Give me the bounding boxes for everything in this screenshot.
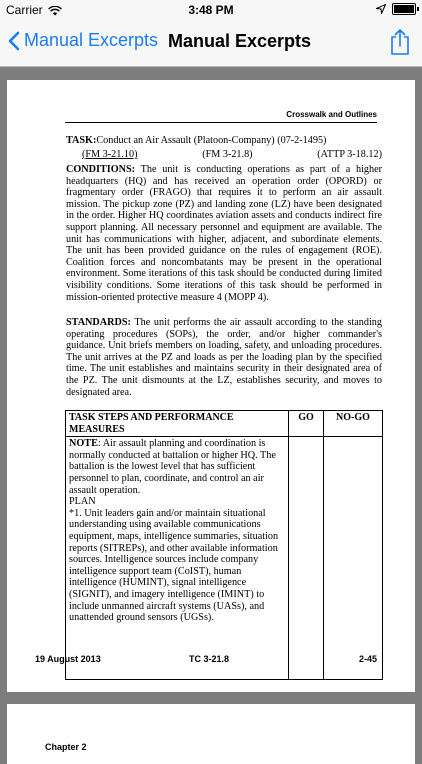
reference-list bbox=[82, 149, 382, 160]
conditions-text: The unit is conducting operations as part of a higher headquarters (HQ) and has received an operation order (OPORD) or fragmentary order (FRAGO) that requires it to perform an air assault mission. The pickup zone (PZ) and landing zone (LZ) have been designated in the order. Higher HQ coordinates aviation assets and conducts indirect fire support planning. All necessary personnel and equipment are available. The unit has communications with higher, adjacent, and subordinate elements. The unit has been provided guidance on the rules of engagement (ROE). Coalition forces and noncombatants may be present in the operational environment. Some iterations of this task should be conducted during limited visibility conditions. Some iterations of this task should be performed in mission-oriented protective measure 4 (MOPP 4). bbox=[66, 164, 382, 303]
footer-date: 19 August 2013 bbox=[35, 654, 101, 664]
note-text: : Air assault planning and coordination is normally conducted at battalion or higher HQ. The battalion is the lowest level that has sufficient personnel to plan, coordinate, and control an air assault operation. bbox=[69, 438, 276, 496]
conditions-label: CONDITIONS: bbox=[66, 164, 136, 175]
running-head: Crosswalk and Outlines bbox=[286, 110, 377, 119]
standards-label: STANDARDS: bbox=[66, 317, 131, 328]
reference-text: (ATTP 3-18.12) bbox=[317, 149, 382, 160]
conditions-paragraph bbox=[66, 164, 382, 303]
task-text: Conduct an Air Assault (Platoon-Company) (07-2-1495) bbox=[96, 135, 327, 146]
back-button-label: Manual Excerpts bbox=[24, 30, 159, 50]
status-bar bbox=[0, 0, 422, 20]
pdf-page-next[interactable] bbox=[7, 704, 415, 764]
header-rule bbox=[65, 122, 377, 123]
task-steps-table bbox=[65, 410, 383, 680]
pdf-page[interactable] bbox=[7, 80, 415, 692]
no-go-cell bbox=[324, 437, 383, 680]
nav-title: Manual Excerpts bbox=[168, 31, 312, 51]
column-header: TASK STEPS AND PERFORMANCE MEASURES bbox=[66, 411, 289, 437]
reference-text: (FM 3-21.8) bbox=[202, 149, 253, 160]
task-label: TASK: bbox=[66, 135, 97, 146]
footer-page-number: 2-45 bbox=[358, 654, 377, 664]
task-line bbox=[66, 135, 382, 147]
column-header: NO-GO bbox=[324, 411, 383, 437]
navigation-bar bbox=[0, 20, 422, 67]
battery-icon bbox=[392, 3, 416, 15]
standards-paragraph bbox=[66, 317, 382, 398]
clock: 3:48 PM bbox=[188, 3, 234, 17]
column-header: GO bbox=[289, 411, 324, 437]
table-row bbox=[66, 437, 383, 680]
go-cell bbox=[289, 437, 324, 680]
chapter-heading: Chapter 2 bbox=[45, 742, 87, 752]
status-right bbox=[376, 3, 416, 15]
table-cell-steps bbox=[66, 437, 289, 680]
footer-doc: TC 3-21.8 bbox=[189, 654, 230, 664]
chevron-left-icon bbox=[8, 31, 20, 51]
share-icon bbox=[390, 28, 410, 56]
step-1: *1. Unit leaders gain and/or maintain situational understanding using available communications equipment, maps, intelligence summaries, situation reports (SITREPs), and other available information sources. Intelligence sources include company intelligence support team (CoIST), human intelligence (HUMINT), signal intelligence (SIGNIT), and imagery intelligence (IMINT) to include unmanned aircraft systems (UASs), and unattended ground sensors (UGSs). bbox=[69, 507, 279, 624]
carrier-text: Carrier bbox=[6, 3, 43, 17]
standards-text: The unit performs the air assault according to the standing operating procedures (SOPs), the order, and/or higher commander's guidance. Unit briefs members on loading, safety, and unloading procedures. The unit arrives at the PZ and loads as per the loading plan by the specified time. The unit establishes and maintains security in their designated area of the PZ. The unit dismounts at the LZ, establishes security, and moves to designated area. bbox=[66, 317, 382, 398]
share-button[interactable] bbox=[390, 28, 410, 61]
note-paragraph bbox=[69, 438, 285, 496]
location-arrow-icon bbox=[376, 4, 386, 14]
plan-label: PLAN bbox=[69, 496, 96, 508]
table-header-row bbox=[66, 411, 383, 437]
reference-link[interactable]: (FM 3-21.10) bbox=[82, 149, 138, 160]
note-label: NOTE bbox=[69, 438, 98, 450]
back-button[interactable] bbox=[8, 30, 158, 51]
